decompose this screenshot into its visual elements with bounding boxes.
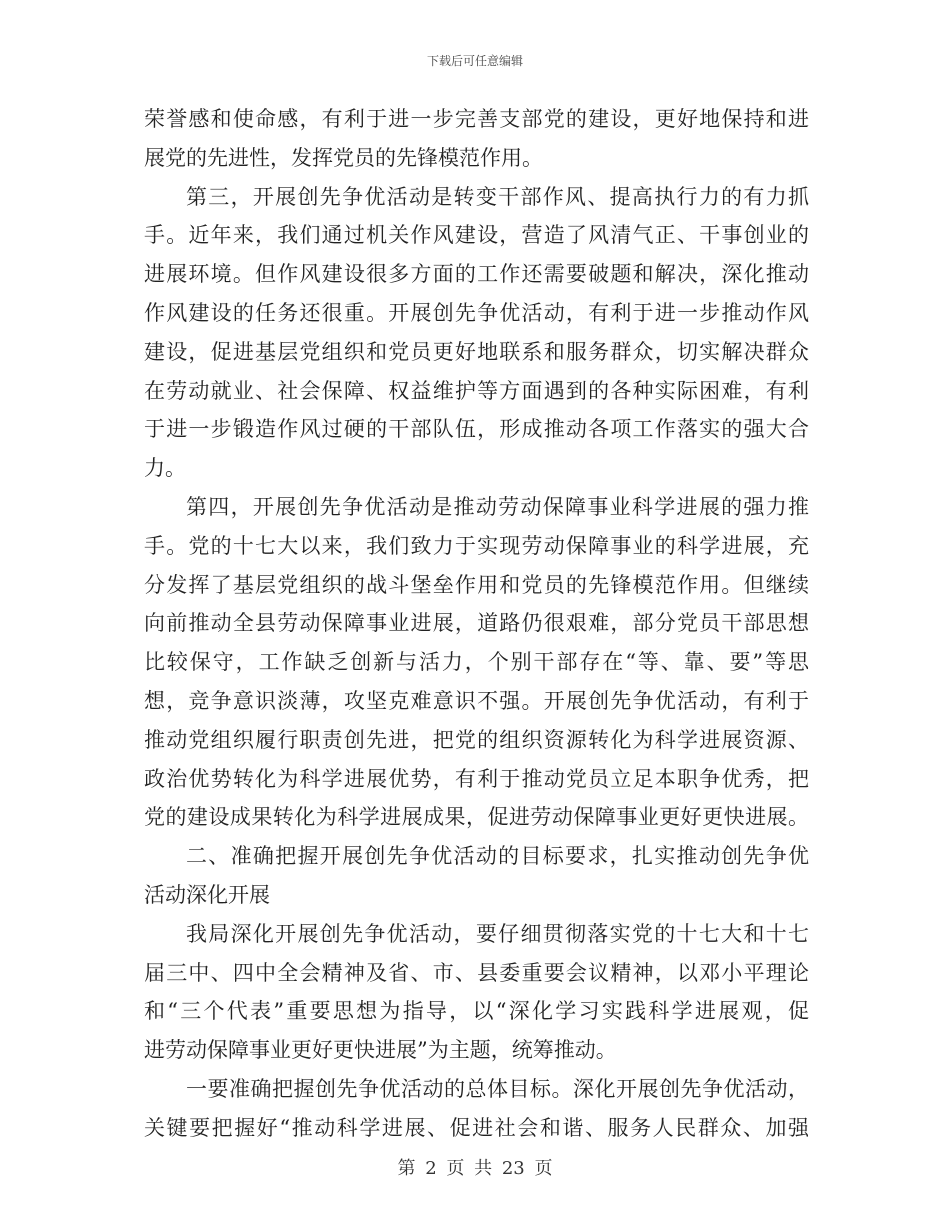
text-line: 想，竞争意识淡薄，攻坚克难意识不强。开展创先争优活动，有利于 (144, 688, 809, 713)
text-line: 在劳动就业、社会保障、权益维护等方面遇到的各种实际困难，有利 (144, 378, 809, 403)
paragraph-start-line: 我局深化开展创先争优活动，要仔细贯彻落实党的十七大和十七 (186, 921, 809, 946)
text-line: 展党的先进性，发挥党员的先锋模范作用。 (144, 145, 543, 170)
paragraph-start-line: 第三，开展创先争优活动是转变干部作风、提高执行力的有力抓 (186, 184, 809, 209)
text-line: 推动党组织履行职责创先进，把党的组织资源转化为科学进展资源、 (144, 727, 809, 752)
text-line: 届三中、四中全会精神及省、市、县委重要会议精神，以邓小平理论 (144, 960, 809, 985)
text-line: 党的建设成果转化为科学进展成果，促进劳动保障事业更好更快进展。 (144, 805, 809, 830)
text-line: 进劳动保障事业更好更快进展”为主题，统筹推动。 (144, 1038, 617, 1063)
text-line: 作风建设的任务还很重。开展创先争优活动，有利于进一步推动作风 (144, 300, 809, 325)
section-heading-line: 二、准确把握开展创先争优活动的目标要求，扎实推动创先争优 (186, 844, 809, 869)
text-line: 手。近年来，我们通过机关作风建设，营造了风清气正、干事创业的 (144, 223, 809, 248)
paragraph-start-line: 一要准确把握创先争优活动的总体目标。深化开展创先争优活动， (186, 1076, 809, 1101)
page-header: 下载后可任意编辑 (426, 54, 523, 68)
section-heading-line: 活动深化开展 (144, 882, 270, 907)
text-line: 分发挥了基层党组织的战斗堡垒作用和党员的先锋模范作用。但继续 (144, 572, 809, 597)
page-number-footer: 第 2 页 共 23 页 (397, 1158, 553, 1179)
text-line: 力。 (144, 456, 186, 481)
text-line: 关键要把握好“推动科学进展、促进社会和谐、服务人民群众、加强 (144, 1115, 809, 1140)
text-line: 进展环境。但作风建设很多方面的工作还需要破题和解决，深化推动 (144, 262, 809, 287)
text-line: 比较保守，工作缺乏创新与活力，个别干部存在“等、靠、要”等思 (144, 650, 809, 675)
text-line: 向前推动全县劳动保障事业进展，道路仍很艰难，部分党员干部思想 (144, 611, 809, 636)
text-line: 和“三个代表”重要思想为指导，以“深化学习实践科学进展观，促 (144, 999, 809, 1024)
paragraph-start-line: 第四，开展创先争优活动是推动劳动保障事业科学进展的强力推 (186, 494, 809, 519)
text-line: 建设，促进基层党组织和党员更好地联系和服务群众，切实解决群众 (144, 339, 809, 364)
text-line: 荣誉感和使命感，有利于进一步完善支部党的建设，更好地保持和进 (144, 107, 809, 131)
text-line: 政治优势转化为科学进展优势，有利于推动党员立足本职争优秀，把 (144, 766, 809, 791)
document-body (144, 100, 809, 1148)
text-line: 于进一步锻造作风过硬的干部队伍，形成推动各项工作落实的强大合 (144, 417, 809, 442)
text-line: 手。党的十七大以来，我们致力于实现劳动保障事业的科学进展，充 (144, 533, 809, 558)
